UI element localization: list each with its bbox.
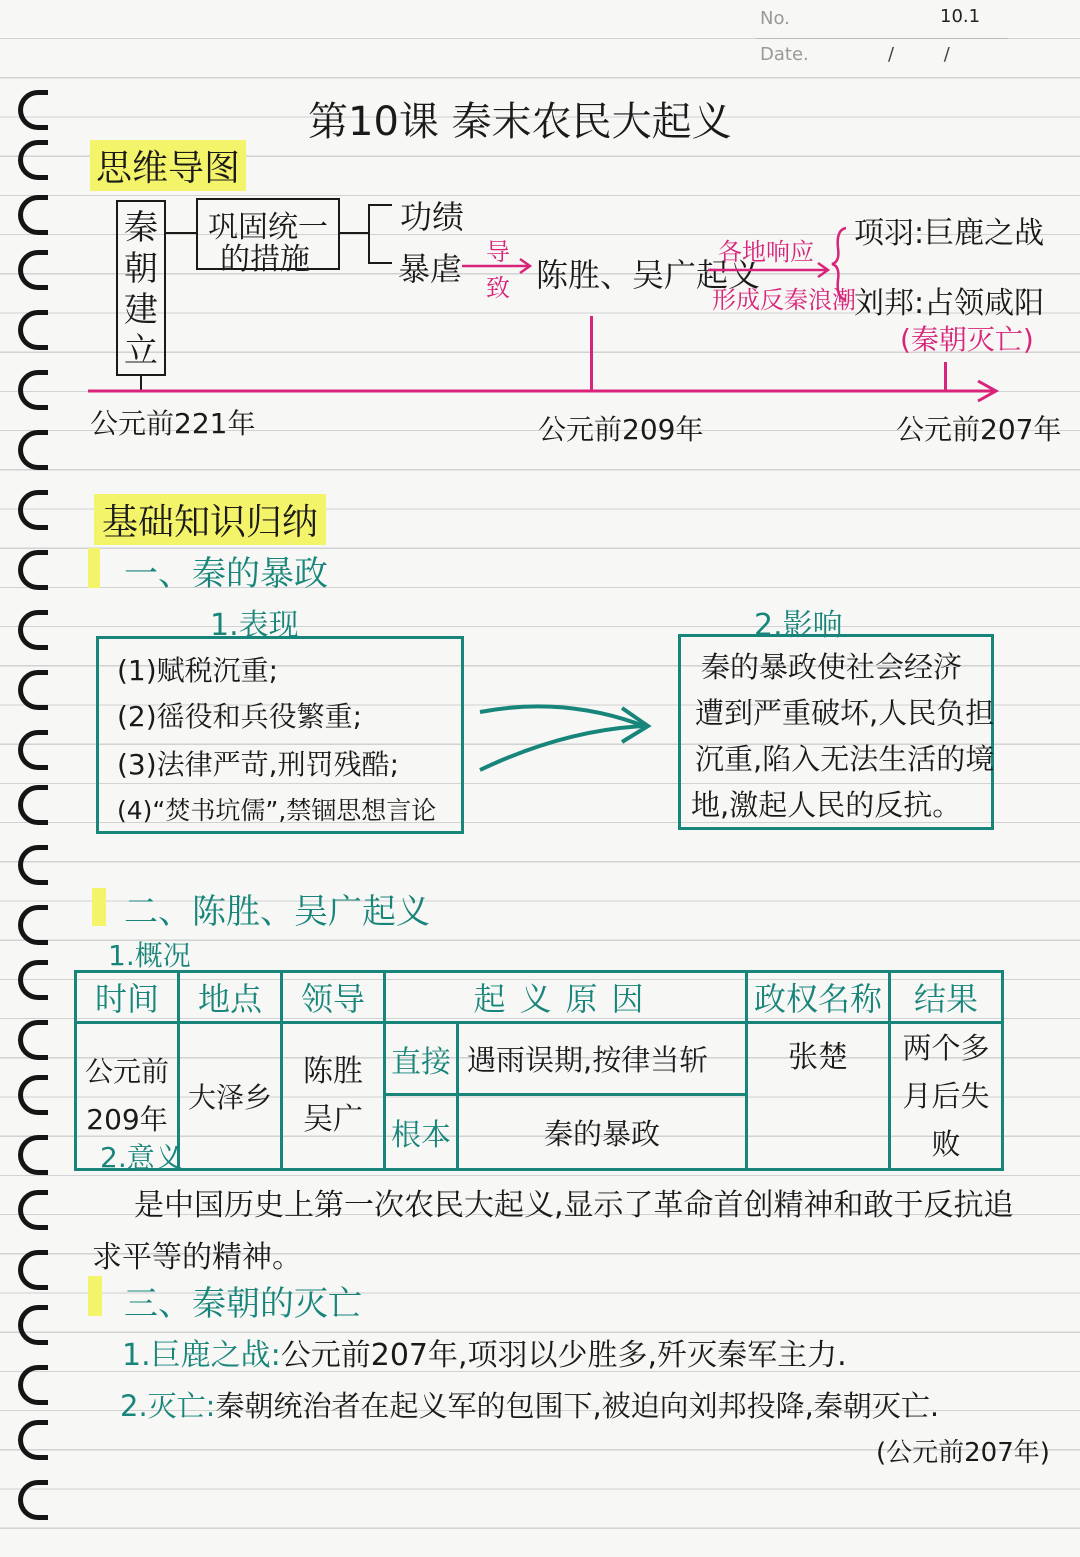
table-result: 两个多月后失败 <box>890 1023 1003 1170</box>
section2-sub2: 2.意义 <box>100 1141 183 1174</box>
manifestation-item: (2)徭役和兵役繁重; <box>117 700 363 733</box>
table-root-reason: 秦的暴政 <box>458 1095 747 1170</box>
root-char: 立 <box>124 331 158 371</box>
table-header: 时间 <box>76 972 179 1023</box>
table-leader: 吴广 <box>303 1102 363 1137</box>
measures-box <box>196 198 340 277</box>
binder-ring <box>18 490 48 530</box>
section1-sub1: 1.表现 <box>210 608 299 643</box>
item2-date: (公元前207年) <box>876 1438 1050 1468</box>
significance-text: 是中国历史上第一次农民大起义,显示了革命首创精神和敢于反抗追求平等的精神。 <box>92 1188 1014 1275</box>
binder-ring <box>18 90 48 130</box>
manifestation-item: (4)“焚书坑儒”,禁锢思想言论 <box>117 796 437 825</box>
binder-ring <box>18 370 48 410</box>
no-underline <box>756 38 1008 39</box>
binder-ring <box>18 1020 48 1060</box>
section3-item1 <box>122 1330 847 1374</box>
item2-label: 2.灭亡: <box>120 1389 216 1423</box>
table-direct-label: 直接 <box>385 1023 458 1095</box>
effect-box <box>678 634 994 830</box>
table-leader: 陈胜 <box>303 1054 363 1089</box>
branch-merit: 功绩 <box>400 198 465 236</box>
bracket-line <box>368 262 392 264</box>
binder-ring <box>18 670 48 710</box>
section-marker <box>88 548 100 588</box>
binder-ring <box>18 1305 48 1345</box>
binder-ring <box>18 1365 48 1405</box>
timeline-arrow-icon <box>88 378 1004 404</box>
measures-line1: 巩固统一 <box>208 210 328 245</box>
binder-ring <box>18 1480 48 1520</box>
binder-ring <box>18 1135 48 1175</box>
effect-line: 遭到严重破坏,人民负担 <box>695 696 995 730</box>
effect-line: 地,激起人民的反抗。 <box>691 788 962 822</box>
page-title: 第10课 秦末农民大起义 <box>308 99 732 145</box>
bracket-line <box>368 204 370 262</box>
table-header: 政权名称 <box>747 972 890 1023</box>
section-marker <box>92 888 106 926</box>
effect-line: 秦的暴政使社会经济 <box>701 650 963 684</box>
section3-title: 三、秦朝的灭亡 <box>124 1284 362 1324</box>
root-char: 秦 <box>124 208 158 248</box>
manifestation-item: (1)赋税沉重; <box>117 654 279 687</box>
section2-sub1: 1.概况 <box>108 939 191 972</box>
section-marker <box>88 1276 102 1316</box>
connector-line <box>166 232 198 234</box>
table-place: 大泽乡 <box>179 1023 282 1170</box>
table-header: 结果 <box>890 972 1003 1023</box>
binder-ring <box>18 1250 48 1290</box>
root-char: 建 <box>124 290 158 330</box>
uprising-label: 陈胜、吴广起义 <box>536 256 761 294</box>
binder-ring <box>18 845 48 885</box>
date-value: / / <box>888 44 950 65</box>
branch-tyranny: 暴虐 <box>398 250 463 288</box>
table-root-label: 根本 <box>385 1095 458 1170</box>
outcome-liubang: 刘邦:占领咸阳 <box>854 286 1045 321</box>
basics-heading: 基础知识归纳 <box>94 494 326 545</box>
mindmap-heading: 思维导图 <box>90 140 246 191</box>
manifestation-item: (3)法律严苛,刑罚残酷; <box>117 748 399 781</box>
binder-ring <box>18 1075 48 1115</box>
cause-arrow-icon <box>460 256 536 276</box>
section3-item2 <box>120 1384 939 1425</box>
binder-ring <box>18 905 48 945</box>
bracket-line <box>368 204 392 206</box>
binder-ring <box>18 960 48 1000</box>
binder-ring <box>18 195 48 235</box>
outcome-xiangyu: 项羽:巨鹿之战 <box>854 216 1045 251</box>
timeline-marker-209 <box>590 316 593 392</box>
effect-arrow-icon <box>474 690 660 780</box>
spread-arrow-icon <box>706 260 834 280</box>
date-label: Date. <box>760 44 809 65</box>
cause-top: 导 <box>486 238 510 266</box>
manifestations-box <box>96 636 464 834</box>
no-value: 10.1 <box>940 6 981 27</box>
table-direct-reason: 遇雨误期,按律当斩 <box>458 1023 747 1095</box>
section1-sub2: 2.影响 <box>754 608 843 643</box>
binder-ring <box>18 1420 48 1460</box>
section1-title: 一、秦的暴政 <box>124 554 328 594</box>
connector-line <box>340 232 370 234</box>
table-header: 领导 <box>282 972 385 1023</box>
binder-ring <box>18 730 48 770</box>
binder-ring <box>18 785 48 825</box>
table-time: 公元前209年 <box>76 1023 179 1170</box>
cause-bottom: 致 <box>486 274 510 302</box>
binder-ring <box>18 610 48 650</box>
table-regime: 张楚 <box>747 1023 890 1170</box>
timeline-label-209: 公元前209年 <box>538 413 704 446</box>
outcome-qin-fall: (秦朝灭亡) <box>900 323 1034 356</box>
binder-ring <box>18 250 48 290</box>
table-leaders <box>282 1023 385 1170</box>
brace-icon <box>830 226 850 302</box>
timeline-label-207: 公元前207年 <box>896 413 1062 446</box>
item2-text: 秦朝统治者在起义军的包围下,被迫向刘邦投降,秦朝灭亡. <box>215 1389 940 1423</box>
spread-bottom: 形成反秦浪潮 <box>712 286 856 314</box>
binder-ring <box>18 310 48 350</box>
binder-ring <box>18 1190 48 1230</box>
binder-ring <box>18 140 48 180</box>
binder-ring <box>18 430 48 470</box>
item1-text: 公元前207年,项羽以少胜多,歼灭秦军主力. <box>280 1338 847 1373</box>
uprising-summary-table <box>74 970 1004 1171</box>
no-label: No. <box>760 8 790 29</box>
table-header: 地点 <box>179 972 282 1023</box>
timeline-marker-207 <box>944 362 947 392</box>
timeline-label-221: 公元前221年 <box>90 407 256 440</box>
root-char: 朝 <box>124 249 158 289</box>
effect-line: 沉重,陷入无法生活的境 <box>695 742 995 776</box>
section2-title: 二、陈胜、吴广起义 <box>124 892 430 932</box>
root-box <box>116 200 166 376</box>
item1-label: 1.巨鹿之战: <box>122 1338 281 1373</box>
measures-line2: 的措施 <box>220 242 310 277</box>
binder-ring <box>18 550 48 590</box>
table-header: 起义原因 <box>385 972 747 1023</box>
spread-top: 各地响应 <box>718 238 814 266</box>
